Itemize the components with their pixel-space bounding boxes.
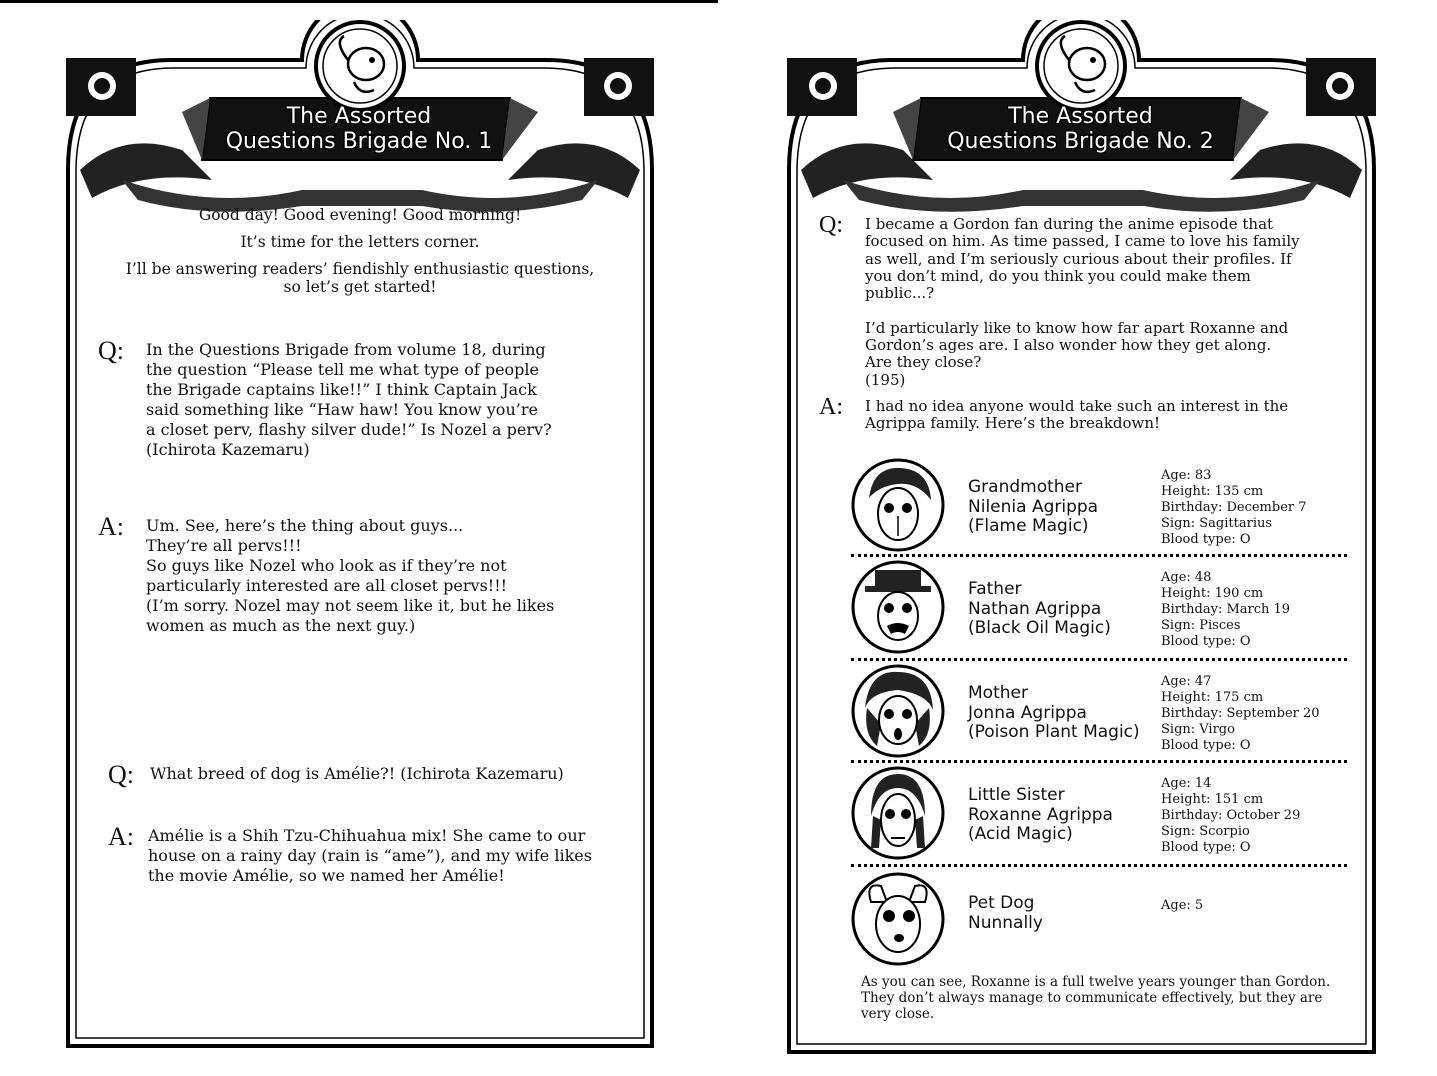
question-text: What breed of dog is Amélie?! (Ichirota Kazemaru) xyxy=(150,764,564,783)
member-role: Father xyxy=(968,579,1022,599)
mother-portrait-icon xyxy=(851,664,945,758)
question-text: In the Questions Brigade from volume 18, during the question “Please tell me what type of people the Brigade captains like!!” I think Captain Jack said something like “Haw haw! You know you’re a closet perv, flashy silver dude!” Is Nozel a perv? (Ichirota Kazemaru) xyxy=(146,340,552,459)
stat-blood-type: Blood type: O xyxy=(1161,840,1251,855)
a-label: A: xyxy=(108,822,134,851)
member-fullname: Nathan Agrippa xyxy=(968,598,1102,619)
stat-birthday: Birthday: December 7 xyxy=(1161,500,1307,515)
title-line-2: Questions Brigade No. 1 xyxy=(225,129,493,154)
stat-height: Height: 190 cm xyxy=(1161,586,1264,601)
sister-portrait-icon xyxy=(851,766,945,860)
stat-age: Age: 47 xyxy=(1161,674,1212,689)
member-magic: (Acid Magic) xyxy=(968,824,1073,844)
member-role: Little Sister xyxy=(968,785,1065,805)
member-name xyxy=(968,580,1158,639)
question-text: I became a Gordon fan during the anime episode that focused on him. As time passed, I came to love his family as well, and I’m seriously curious about their profiles. If you don’t mind, do you think you could make them public...? I’d particularly like to know how far apart Roxanne and Gordon’s ages are. I also wonder how they get along. Are they close? (195) xyxy=(865,215,1300,389)
questions-page-1 xyxy=(62,20,656,1050)
stat-height: Height: 151 cm xyxy=(1161,792,1264,807)
family-member-grandmother xyxy=(851,458,1347,554)
stat-height: Height: 175 cm xyxy=(1161,690,1264,705)
intro-text xyxy=(102,206,618,305)
top-rule xyxy=(0,0,718,3)
dog-portrait-icon xyxy=(851,872,945,966)
title-line-1: The Assorted xyxy=(286,104,432,129)
member-fullname: Roxanne Agrippa xyxy=(968,804,1113,825)
member-role: Pet Dog xyxy=(968,893,1035,913)
q-label: Q: xyxy=(819,212,843,238)
stat-age: Age: 5 xyxy=(1161,898,1204,913)
member-magic: (Black Oil Magic) xyxy=(968,618,1111,638)
member-fullname: Jonna Agrippa xyxy=(968,702,1087,723)
page-title xyxy=(783,104,1378,154)
member-fullname: Nunnally xyxy=(968,912,1043,933)
member-name xyxy=(968,786,1158,845)
member-name xyxy=(968,684,1158,743)
member-name xyxy=(968,478,1158,537)
father-portrait-icon xyxy=(851,560,945,654)
stat-sign: Sign: Pisces xyxy=(1161,618,1241,633)
family-member-mother xyxy=(851,664,1347,760)
member-stats xyxy=(1161,674,1351,754)
member-fullname: Nilenia Agrippa xyxy=(968,496,1099,517)
member-role: Grandmother xyxy=(968,477,1082,497)
dotted-divider xyxy=(851,760,1347,763)
dotted-divider xyxy=(851,554,1347,557)
a-label: A: xyxy=(819,394,843,420)
closing-text: As you can see, Roxanne is a full twelve years younger than Gordon. They don’t always manage to communicate effectively, but they are very close. xyxy=(861,974,1331,1023)
stat-blood-type: Blood type: O xyxy=(1161,532,1251,547)
stat-blood-type: Blood type: O xyxy=(1161,738,1251,753)
stat-sign: Sign: Scorpio xyxy=(1161,824,1250,839)
answer-text: Amélie is a Shih Tzu-Chihuahua mix! She came to our house on a rainy day (rain is “ame”), and my wife likes the movie Amélie, so we named her Amélie! xyxy=(148,826,592,885)
family-member-pet-dog xyxy=(851,872,1347,968)
stat-age: Age: 83 xyxy=(1161,468,1212,483)
dotted-divider xyxy=(851,658,1347,661)
member-stats xyxy=(1161,570,1351,650)
family-member-little-sister xyxy=(851,766,1347,862)
family-member-father xyxy=(851,560,1347,656)
member-name xyxy=(968,894,1158,933)
dotted-divider xyxy=(851,864,1347,867)
stat-birthday: Birthday: March 19 xyxy=(1161,602,1291,617)
q-label: Q: xyxy=(108,760,134,789)
member-magic: (Flame Magic) xyxy=(968,516,1089,536)
intro-line: It’s time for the letters corner. xyxy=(240,233,480,251)
member-stats xyxy=(1161,776,1351,856)
stat-sign: Sign: Virgo xyxy=(1161,722,1235,737)
intro-line: I’ll be answering readers’ fiendishly enthusiastic questions, so let’s get started! xyxy=(125,260,595,296)
questions-page-2 xyxy=(783,20,1378,1056)
stat-age: Age: 48 xyxy=(1161,570,1212,585)
q-label: Q: xyxy=(98,336,124,365)
title-line-1: The Assorted xyxy=(1008,104,1153,129)
member-role: Mother xyxy=(968,683,1028,703)
stat-sign: Sign: Sagittarius xyxy=(1161,516,1273,531)
member-magic: (Poison Plant Magic) xyxy=(968,722,1140,742)
stat-blood-type: Blood type: O xyxy=(1161,634,1251,649)
stat-birthday: Birthday: September 20 xyxy=(1161,706,1320,721)
page-title xyxy=(62,104,656,154)
stat-height: Height: 135 cm xyxy=(1161,484,1264,499)
intro-line: Good day! Good evening! Good morning! xyxy=(198,206,522,224)
a-label: A: xyxy=(98,512,124,541)
member-stats xyxy=(1161,468,1351,548)
stat-age: Age: 14 xyxy=(1161,776,1212,791)
title-line-2: Questions Brigade No. 2 xyxy=(947,129,1214,154)
member-stats xyxy=(1161,898,1351,914)
stat-birthday: Birthday: October 29 xyxy=(1161,808,1301,823)
answer-text: Um. See, here’s the thing about guys... They’re all pervs!!! So guys like Nozel who look as if they’re not particularly interested are all closet pervs!!! (I’m sorry. Nozel may not seem like it, but he likes women as much as the next guy.) xyxy=(146,516,555,635)
answer-text: I had no idea anyone would take such an interest in the Agrippa family. Here’s the breakdown! xyxy=(865,397,1289,433)
grandmother-portrait-icon xyxy=(851,458,945,552)
